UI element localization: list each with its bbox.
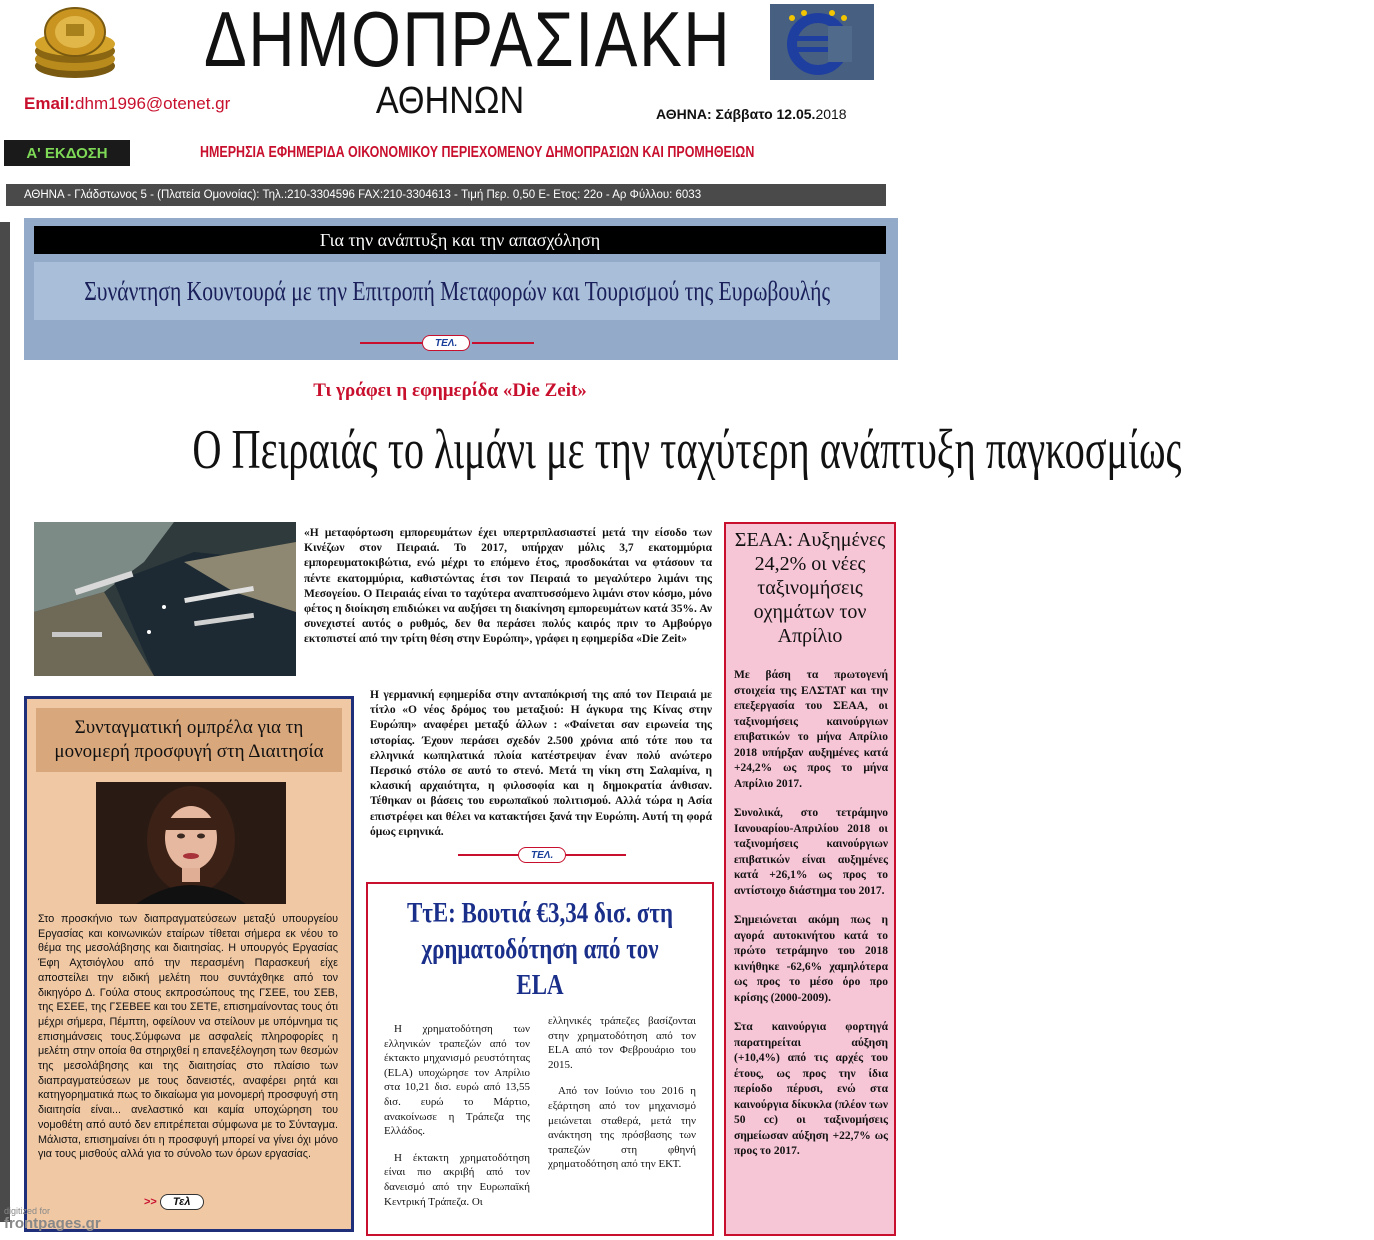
top-story-headline[interactable] [34,262,880,320]
arbitration-end-marker [144,1194,204,1210]
credit-line-2: frontpages.gr [4,1215,101,1232]
euro-sculpture-image [770,4,874,80]
seaa-paragraph: Με βάση τα πρωτογενή στοιχεία της ΕΛΣΤΑΤ και την επεξεργασία του ΣΕΑΑ, οι ταξινομήσεις καινούργιων επιβατικών το μήνα Απρίλιο 2018 υπήρξαν αυξημένες κατά +24,2% ως προς το μήνα Απρίλιο 2017. [734,669,888,790]
arbitration-story-headline[interactable]: Συνταγματική ομπρέλα για τη μονομερή προσφυγή στη Διαιτησία [36,708,342,772]
main-story-headline-text: Ο Πειραιάς το λιμάνι με την ταχύτερη ανάπτυξη παγκοσμίως [192,419,1182,481]
ela-story-headline-text: ΤτΕ: Βουτιά €3,34 δισ. στη χρηματοδότηση από τον ELA [406,898,674,1001]
main-story-kicker: Τι γράφει η εφημερίδα «Die Zeit» [313,380,587,401]
seaa-paragraph: Συνολικά, στο τετράμηνο Ιανουαρίου-Απριλίου 2018 οι ταξινομήσεις καινούργιων επιβατικών είναι αυξημένες κατά +26,1% ως προς το αντίστοιχο διάστημα του 2017. [734,807,888,897]
arbitration-story-body: Στο προσκήνιο των διαπραγματεύσεων μεταξύ υπουργείου Εργασίας και κοινωνικών εταίρων τίθεται σήμερα εκ νέου το θέμα της μεσολάβησης και διαιτησίας. Η υπουργός Εργασίας Έφη Αχτσιόγλου από την περασμένη Παρασκευή είχε αποστείλει την ειδική μελέτη που συντάχθηκε από τον δικηγόρο Δ. Γούλα στους εκπροσώπους της ΓΣΕΕ, του ΣΕΒ, της ΕΣΕΕ, της ΓΣΕΒΕΕ και του ΣΕΤΕ, επισημαίνοντας τους ότι μέχρι σήμερα, Πέμπτη, οφείλουν να στείλουν με υπόμνημα τις επισημάνσεις τους.Σύμφωνα με ασφαλείς πληροφορίες η μελέτη στην οποία θα στηριχθεί η επανεξέλογηση των θεσμών της μεσολάβησης και της διαιτησίας στο πλαίσιο των διαπραγματεύσεων με τους δανειστές, αναφέρει ρητά και κατηγορηματικά πως το δικαίωμα για μονομερή προσφυγή στη διαιτησία είναι... ανελαστικό και καμία υποχώρηση του νομοθέτη από αυτό δεν επιτρέπεται σύμφωνα με το Σύνταγμα. Μάλιστα, επισημαίνει ότι η προσφυγή μπορεί να γίνει όχι μόνο για τους μισθούς αλλά για το σύνολο των όρων εργασίας. [38,913,338,1161]
minister-portrait-photo [96,782,286,904]
ela-paragraph: Η χρηματοδότηση των ελληνικών τραπεζών από τον έκτακτο μηχανισμό ρευστότητας (ELA) υποχώρησε τον Απρίλιο στα 10,21 δισ. ευρώ από 13,55 δισ. ευρώ το Μάρτιο, ανακοίνωσε η Τράπεζα της Ελλάδος. [384,1023,530,1138]
ela-paragraph: ελληνικές τράπεζες βασίζονται στην χρηματοδότηση από τον ELA από τον Φεβρουάριο του 2015. [548,1015,696,1071]
dateline-year: 2018 [815,106,847,122]
end-rule-left [360,342,422,344]
seaa-story-body [734,668,888,1174]
ela-story-headline[interactable] [370,896,710,1004]
newspaper-title: ΔΗΜΟΠΡΑΣΙΑΚΗ [204,0,732,83]
main-story-end-marker: ΤΕΛ. [518,847,566,863]
digitized-credit [4,1206,101,1232]
ela-paragraph: Από τον Ιούνιο του 2016 η εξάρτηση από τον μηχανισμό μειώνεται σταθερά, μετά την ανάκτηση της πρόσβασης των τραπεζών στη φθηνή χρηματοδότηση από την ΕΚΤ. [548,1085,696,1171]
seaa-paragraph: Σημειώνεται ακόμη πως η αγορά αυτοκινήτου κατά το πρώτο τετράμηνο του 2018 κινήθηκε -62,6% χαμηλότερα ως προς το μέσο όρο προ κρίσης (2000-2009). [734,914,888,1004]
main-story-lead: «Η μεταφόρτωση εμπορευμάτων έχει υπερτριπλασιαστεί μετά την είσοδο των Κινέζων στον Πειραιά. Το 2017, υπήρχαν μόλις 3,7 εκατομμύρια εμπορευματοκιβώτια, ενώ μέχρι το επόμενο έτος, προσδοκάται να φτάσουν τα πέντε εκατομμύρια, καθιστώντας έτσι τον Πειραιά το μεγαλύτερο λιμάνι της Μεσογείου. Ο Πειραιάς είναι το ταχύτερα αναπτυσσόμενο λιμάνι στον κόσμο, μόνο φέτος η διοίκηση επιδιώκει να αυξήσει τη διακίνηση εμπορευμάτων κατά 35%. Αν συνεχιστεί αυτός ο ρυθμός, δεν θα περάσει πολύς καιρός πριν το Αμβούργο εκτοπιστεί από την τρίτη θέση στην Ευρώπη», γράφει η εφημερίδα «Die Zeit» [304,527,712,646]
seaa-story-headline[interactable]: ΣΕΑΑ: Αυξημένες 24,2% οι νέες ταξινομήσεις οχημάτων τον Απρίλιο [734,529,886,647]
ela-paragraph: Η έκτακτη χρηματοδότηση είναι πιο ακριβή από τον δανεισμό από την Ευρωπαϊκή Κεντρική Τράπεζα. Οι [384,1151,530,1208]
end-arrow: >> [144,1196,157,1208]
dateline [656,106,847,122]
ela-story-column-1 [384,1022,530,1221]
left-border-bar [0,222,10,1222]
email-link[interactable]: dhm1996@otenet.gr [75,94,231,113]
email-line [24,94,230,114]
edition-badge: Α' ΕΚΔΟΣΗ [4,140,130,166]
top-story-headline-text: Συνάντηση Κουντουρά με την Επιτροπή Μεταφορών και Τουρισμού της Ευρωβουλής [84,275,830,306]
credit-line-1: digitized for [4,1206,51,1216]
main-story-headline[interactable] [0,418,1182,482]
email-label: Email: [24,94,76,113]
end-rule-left [458,854,518,856]
gold-coins-image [30,4,120,82]
newspaper-tagline: ΗΜΕΡΗΣΙΑ ΕΦΗΜΕΡΙΔΑ ΟΙΚΟΝΟΜΙΚΟΥ ΠΕΡΙΕΧΟΜΕΝΟΥ ΔΗΜΟΠΡΑΣΙΩΝ ΚΑΙ ΠΡΟΜΗΘΕΙΩΝ [200,144,755,161]
end-label: Τελ [160,1194,204,1210]
top-story-kicker: Για την ανάπτυξη και την απασχόληση [34,226,886,254]
main-story-body: Η γερμανική εφημερίδα στην ανταπόκρισή της από τον Πειραιά με τίτλο «Ο νέος δρόμος του μεταξιού: Η άγκυρα της Κίνας στην Ευρώπη» αναφέρει μεταξύ άλλων : «Φαίνεται σαν ειρωνεία της ιστορίας. Έχουν περάσει σχεδόν 2.500 χρόνια από τότε που τα ελληνικά κωπηλατικά πλοία κατέστρεψαν έναν πολύ ανώτερο Περσικό στόλο σε αυτό το στενό. Μετά τη νίκη στη Σαλαμίνα, η κλασική αρχαιότητα, η φιλοσοφία και η δημοκρατία άνθισαν. Τέθηκαν οι βάσεις του ευρωπαϊκού πολιτισμού. Αλλά τώρα η Ασία επιστρέφει και θέλει να κατακτήσει ξανά την Ευρώπη. Αυτή τη φορά όμως ειρηνικά. [370,689,712,838]
end-rule-right [472,342,534,344]
info-bar: ΑΘΗΝΑ - Γλάδστωνος 5 - (Πλατεία Ομονοίας): Τηλ.:210-3304596 FAX:210-3304613 - Τιμή Περ. 0,50 Ε- Ετος: 22ο - Αρ Φύλλου: 6033 [6,184,886,206]
seaa-paragraph: Στα καινούργια φορτηγά παρατηρείται αύξηση (+10,4%) από τις αρχές του έτους, ως προς την ίδια περίοδο πέρυσι, ενώ στα καινούργια δίκυκλα (πλέον των 50 cc) οι ταξινομήσεις σημείωσαν αύξηση +22,7% ως προς το 2017. [734,1021,888,1157]
ela-story-column-2 [548,1014,696,1184]
piraeus-port-photo [34,522,296,676]
dateline-date: ΑΘΗΝΑ: Σάββατο 12.05. [656,106,816,122]
top-story-end-marker: ΤΕΛ. [422,335,470,351]
newspaper-subtitle: ΑΘΗΝΩΝ [375,80,525,122]
end-rule-right [566,854,626,856]
